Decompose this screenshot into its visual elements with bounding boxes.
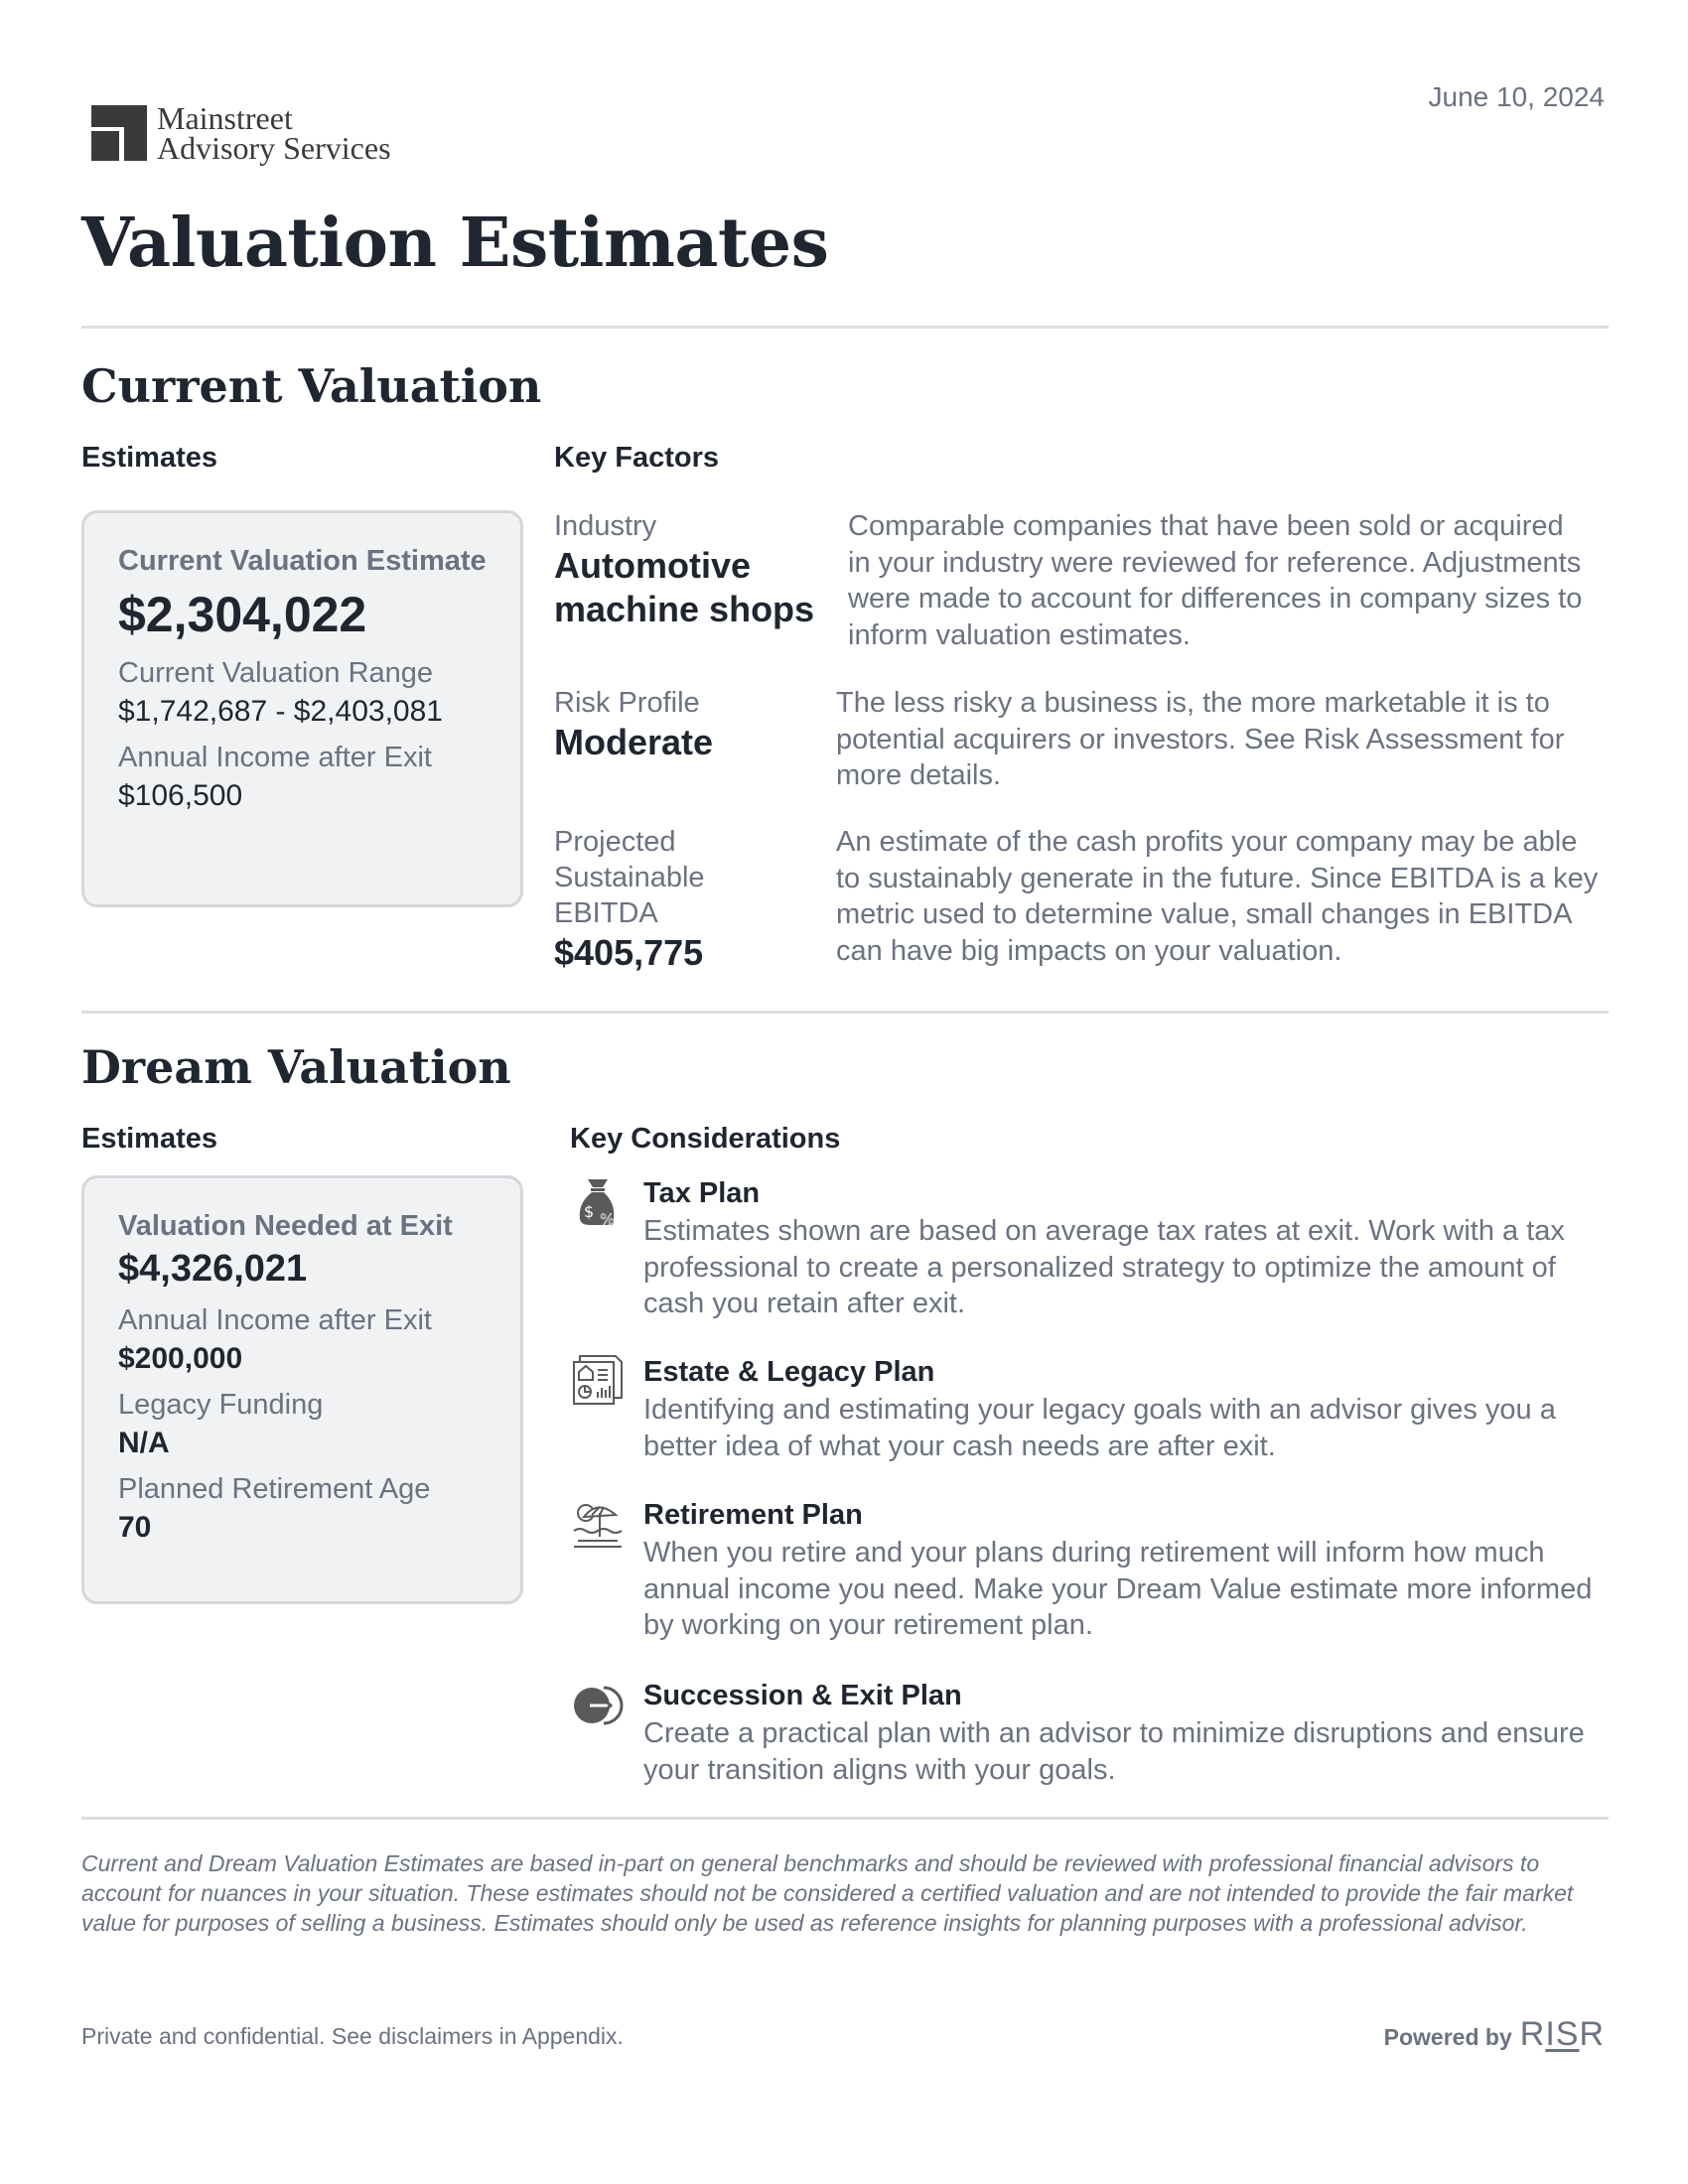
- consideration-title: Succession & Exit Plan: [643, 1680, 962, 1711]
- retirement-age-value: 70: [118, 1511, 152, 1544]
- factor-value: Automotive machine shops: [554, 545, 815, 629]
- consideration-description: Identifying and estimating your legacy goals with an advisor gives you a better idea of what your cash needs are after exit.: [643, 1394, 1556, 1462]
- footer-confidential: Private and confidential. See disclaimers in Appendix.: [81, 2023, 624, 2049]
- risr-logo: RISR: [1519, 2015, 1605, 2053]
- factor-label: Risk Profile: [554, 687, 700, 719]
- factor-description: Comparable companies that have been sold or acquired in your industry were reviewed for reference. Adjustments were made to account for differences in company sizes to inform valuation estimates.: [848, 510, 1583, 651]
- current-estimate-label: Current Valuation Estimate: [118, 545, 487, 577]
- company-logo: [91, 100, 391, 166]
- consideration-description: Create a practical plan with an advisor to minimize disruptions and ensure your transition aligns with your goals.: [643, 1717, 1585, 1786]
- consideration-title: Tax Plan: [643, 1177, 761, 1209]
- divider: [81, 1011, 1609, 1014]
- needed-at-exit-value: $4,326,021: [118, 1248, 308, 1290]
- beach-umbrella-icon: [570, 1497, 626, 1553]
- divider: [81, 1817, 1609, 1820]
- current-valuation-title: Current Valuation: [81, 359, 542, 413]
- current-income-value: $106,500: [118, 779, 243, 812]
- consideration-title: Retirement Plan: [643, 1499, 863, 1531]
- dream-estimates-heading: Estimates: [81, 1123, 218, 1155]
- estate-document-icon: [570, 1354, 626, 1410]
- powered-by: [1384, 2015, 1605, 2054]
- consideration-title: Estate & Legacy Plan: [643, 1356, 935, 1388]
- logo-text: [157, 100, 391, 166]
- current-estimates-heading: Estimates: [81, 442, 218, 474]
- retirement-age-label: Planned Retirement Age: [118, 1473, 431, 1505]
- report-date: June 10, 2024: [1428, 81, 1605, 112]
- legacy-funding-value: N/A: [118, 1427, 170, 1459]
- dream-income-value: $200,000: [118, 1342, 243, 1375]
- logo-line-2: Advisory Services: [157, 130, 391, 166]
- exit-arrow-icon: [570, 1678, 626, 1733]
- powered-by-label: Powered by: [1383, 2024, 1512, 2050]
- svg-text:%: %: [600, 1210, 616, 1229]
- dream-valuation-card: [81, 1175, 523, 1604]
- factor-label: Projected Sustainable EBITDA: [554, 826, 705, 929]
- needed-at-exit-label: Valuation Needed at Exit: [118, 1210, 453, 1242]
- divider: [81, 326, 1609, 329]
- factor-value: Moderate: [554, 722, 714, 762]
- legacy-funding-label: Legacy Funding: [118, 1389, 324, 1421]
- dream-valuation-title: Dream Valuation: [81, 1040, 511, 1094]
- current-valuation-card: [81, 510, 523, 907]
- svg-text:$: $: [584, 1202, 595, 1221]
- key-factors-heading: Key Factors: [554, 442, 720, 474]
- current-estimate-value: $2,304,022: [118, 587, 367, 642]
- key-considerations-heading: Key Considerations: [570, 1123, 841, 1155]
- dream-income-label: Annual Income after Exit: [118, 1304, 432, 1336]
- logo-line-1: Mainstreet: [157, 100, 293, 136]
- factor-value: $405,775: [554, 932, 704, 973]
- current-range-label: Current Valuation Range: [118, 657, 434, 689]
- logo-mark-icon: [91, 105, 147, 161]
- disclaimer-text: Current and Dream Valuation Estimates are based in-part on general benchmarks and should be reviewed with professional financial advisors to account for nuances in your situation. These estimates should not be considered a certified valuation and are not intended to provide the fair market value for purposes of selling a business. Estimates should only be used as reference insights for planning purposes with a professional advisor.: [81, 1850, 1574, 1936]
- consideration-description: Estimates shown are based on average tax rates at exit. Work with a tax professional to create a personalized strategy to optimize the amount of cash you retain after exit.: [643, 1215, 1565, 1319]
- money-bag-icon: [570, 1175, 626, 1231]
- consideration-description: When you retire and your plans during retirement will inform how much annual income you need. Make your Dream Value estimate more informed by working on your retirement plan.: [643, 1537, 1593, 1641]
- factor-description: The less risky a business is, the more marketable it is to potential acquirers or investors. See Risk Assessment for more details.: [836, 687, 1565, 791]
- factor-label: Industry: [554, 510, 657, 542]
- current-range-value: $1,742,687 - $2,403,081: [118, 695, 443, 728]
- current-income-label: Annual Income after Exit: [118, 742, 432, 773]
- factor-description: An estimate of the cash profits your company may be able to sustainably generate in the future. Since EBITDA is a key metric used to determine value, small changes in EBITDA can have big impacts on your valuation.: [836, 826, 1599, 967]
- page-title: Valuation Estimates: [81, 204, 829, 283]
